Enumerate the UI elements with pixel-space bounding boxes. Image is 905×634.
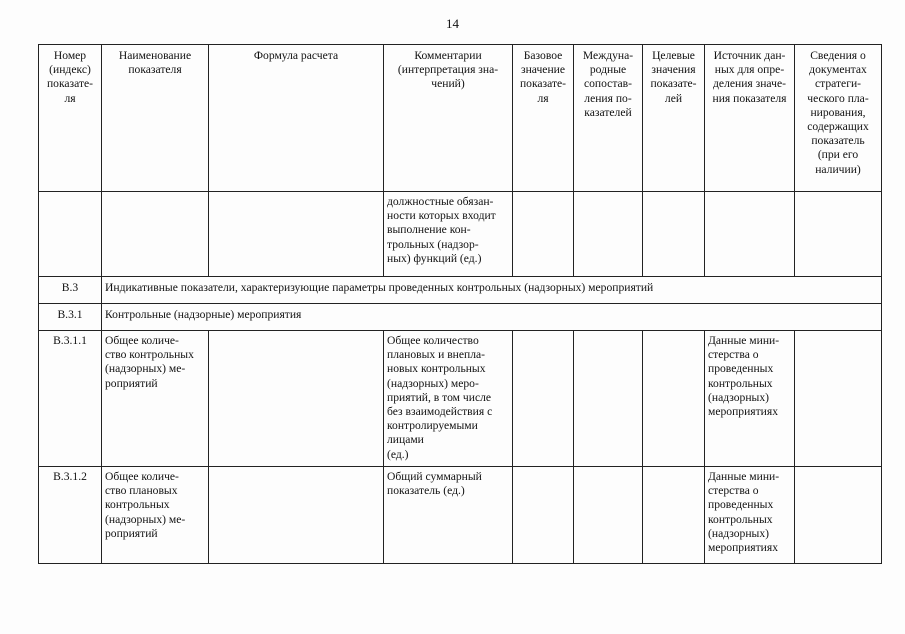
header-cell-docs [795, 45, 882, 192]
table-header-row [39, 45, 882, 192]
section-title: Индикативные показатели, характеризующие параметры проведенных контрольных (надзорных) мероприятий [102, 277, 882, 304]
header-base-text: Базовое значение показате- ля [519, 49, 567, 105]
indicator-source [705, 331, 795, 467]
indicator-base [513, 331, 574, 467]
header-formula-text: Формула расчета [253, 49, 339, 62]
table-cell [574, 192, 643, 277]
continuation-comment: должностные обязан- ности которых входит выполнение кон- трольных (надзор- ных) функций (ед.) [387, 195, 496, 265]
indicator-source-text: Данные мини- стерства о проведенных контрольных (надзорных) мероприятиях [708, 470, 780, 555]
indicator-intl [574, 331, 643, 467]
indicator-docs [795, 467, 882, 564]
section-number: В.3.1 [39, 304, 102, 331]
header-cell-base [513, 45, 574, 192]
indicator-source-text: Данные мини- стерства о проведенных контрольных (надзорных) мероприятиях [708, 334, 780, 419]
section-title: Контрольные (надзорные) мероприятия [102, 304, 882, 331]
indicator-number-text: В.3.1.1 [53, 334, 87, 347]
indicator-comment [384, 331, 513, 467]
indicator-comment-text: Общее количество плановых и внепла- новых контрольных (надзорных) меро- приятий, в том числе без взаимодействия с контролируемыми лицами (ед.) [387, 334, 493, 461]
header-docs-text: Сведения о документах стратеги- ческого пла- нирования, содержащих показатель (при его наличии) [807, 49, 869, 176]
table-cell [102, 192, 209, 277]
indicator-docs [795, 331, 882, 467]
table-row [39, 331, 882, 467]
header-cell-formula [209, 45, 384, 192]
table-row [39, 467, 882, 564]
indicator-target [643, 331, 705, 467]
indicator-comment [384, 467, 513, 564]
indicator-name [102, 467, 209, 564]
header-cell-number [39, 45, 102, 192]
header-cell-intl [574, 45, 643, 192]
table-cell [513, 192, 574, 277]
indicator-formula [209, 331, 384, 467]
header-cell-target [643, 45, 705, 192]
indicator-name-text: Общее количе- ство плановых контрольных (надзорных) ме- роприятий [105, 470, 186, 540]
header-number-text: Номер (индекс) показате- ля [46, 49, 94, 105]
indicator-source [705, 467, 795, 564]
section-row [39, 304, 882, 331]
indicator-number [39, 331, 102, 467]
header-target-text: Целевые значения показате- лей [650, 49, 697, 105]
header-source-text: Источник дан- ных для опре- деления значе- ния показателя [712, 49, 787, 105]
table-cell [209, 192, 384, 277]
table-cell [705, 192, 795, 277]
indicator-intl [574, 467, 643, 564]
table-row-continuation [39, 192, 882, 277]
indicator-number-text: В.3.1.2 [53, 470, 87, 483]
section-row [39, 277, 882, 304]
indicator-target [643, 467, 705, 564]
table-cell [795, 192, 882, 277]
header-cell-name [102, 45, 209, 192]
header-cell-comment [384, 45, 513, 192]
indicators-table [38, 44, 882, 564]
indicator-formula [209, 467, 384, 564]
header-name-text: Наименование показателя [118, 49, 192, 77]
indicator-base [513, 467, 574, 564]
header-cell-source [705, 45, 795, 192]
indicator-comment-text: Общий суммарный показатель (ед.) [387, 470, 482, 498]
table-cell [643, 192, 705, 277]
section-number: В.3 [39, 277, 102, 304]
header-comment-text: Комментарии (интерпретация зна- чений) [397, 49, 499, 91]
indicator-name-text: Общее количе- ство контрольных (надзорных) ме- роприятий [105, 334, 194, 390]
table-cell-comment [384, 192, 513, 277]
page-number: 14 [446, 16, 459, 31]
table-cell [39, 192, 102, 277]
header-intl-text: Междуна- родные сопостав- ления по- казателей [582, 49, 634, 119]
indicator-number [39, 467, 102, 564]
indicator-name [102, 331, 209, 467]
